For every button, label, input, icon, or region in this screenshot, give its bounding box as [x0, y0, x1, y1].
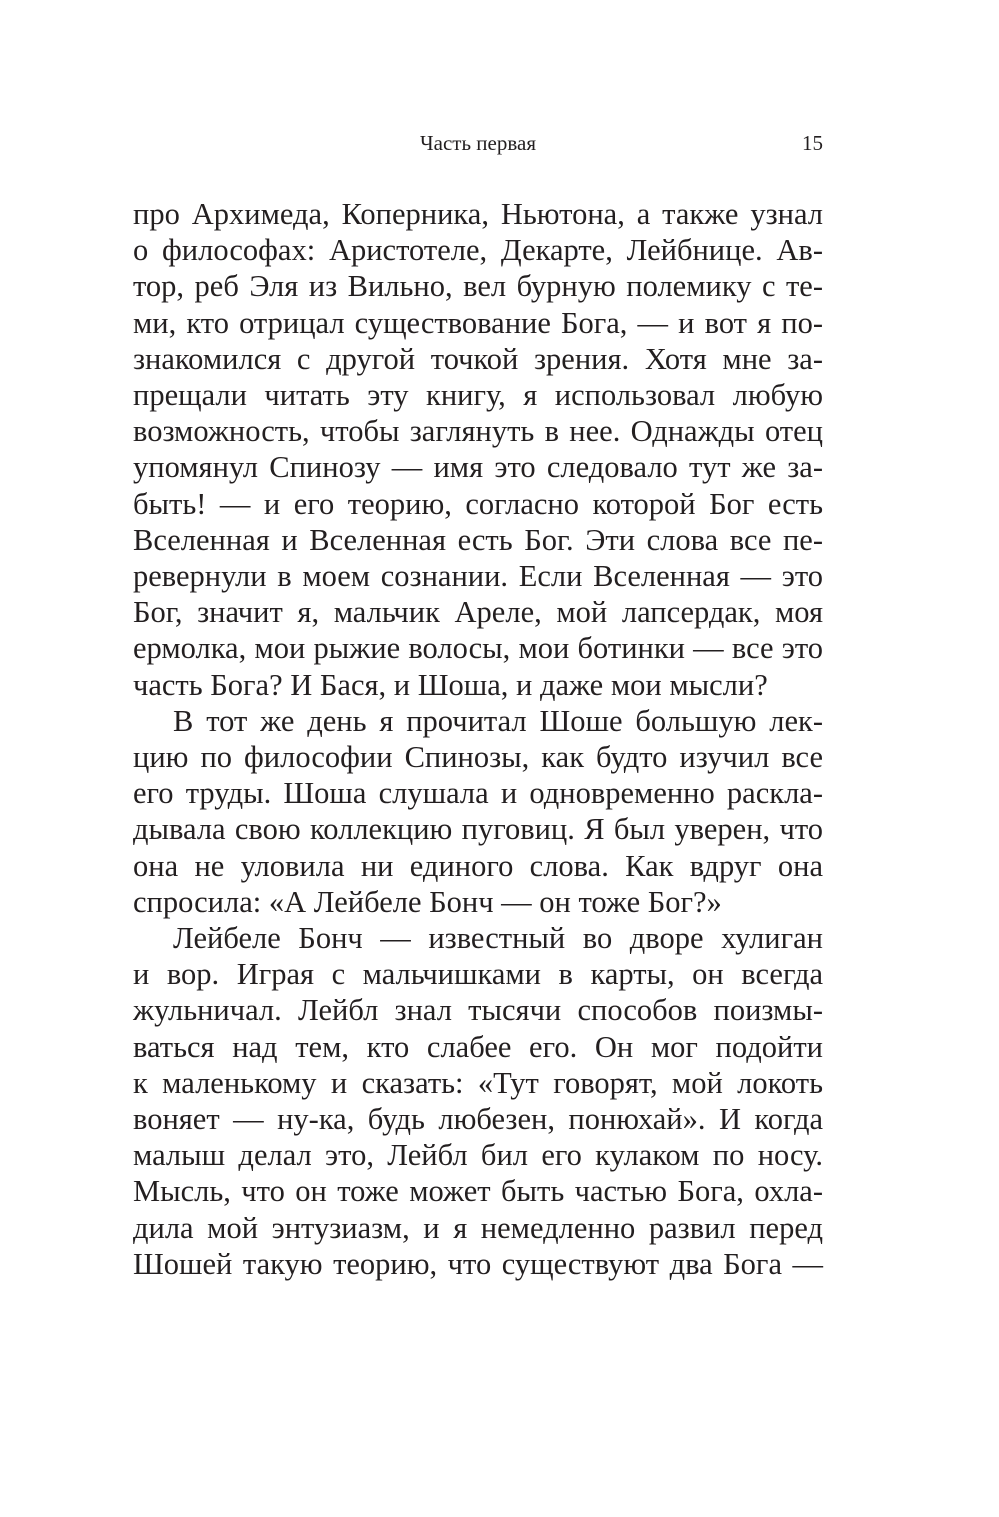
text-line: Шошей такую теорию, что существуют два Бога — [133, 1246, 823, 1281]
text-line: часть Бога? И Бася, и Шоша, и даже мои мысли? [133, 667, 768, 702]
text-line: Лейбеле Бонч — известный во дворе хулиган [173, 921, 823, 956]
paragraph [133, 196, 823, 703]
text-line: Бог, значит я, мальчик Ареле, мой лапсердак, моя [133, 595, 823, 630]
text-line: знакомился с другой точкой зрения. Хотя мне за- [133, 341, 823, 376]
text-line: дывала свою коллекцию пуговиц. Я был уверен, что [133, 812, 823, 847]
text-line: жульничал. Лейбл знал тысячи способов поизмы- [133, 993, 823, 1028]
text-line: В тот же день я прочитал Шоше большую лек- [173, 703, 823, 738]
text-line: ваться над тем, кто слабее его. Он мог подойти [133, 1029, 823, 1064]
text-line: упомянул Спинозу — имя это следовало тут же за- [133, 450, 823, 485]
text-line: ермолка, мои рыжие волосы, мои ботинки — все это [133, 631, 823, 666]
text-line: Мысль, что он тоже может быть частью Бога, охла- [133, 1174, 823, 1209]
text-line: ми, кто отрицал существование Бога, — и вот я по- [133, 305, 823, 340]
text-line: быть! — и его теорию, согласно которой Бог есть [133, 486, 823, 521]
body-text [133, 196, 823, 1282]
text-line: и вор. Играя с мальчишками в карты, он всегда [133, 957, 823, 992]
text-line: воняет — ну-ка, будь любезен, понюхай». И когда [133, 1102, 823, 1137]
paragraph [133, 703, 823, 920]
text-line: цию по философии Спинозы, как будто изучил все [133, 740, 823, 775]
text-line: к маленькому и сказать: «Тут говорят, мой локоть [133, 1065, 823, 1100]
text-line: возможность, чтобы заглянуть в нее. Однажды отец [133, 414, 823, 449]
text-line: тор, реб Эля из Вильно, вел бурную полемику с те- [133, 269, 823, 304]
text-line: ревернули в моем сознании. Если Вселенная — это [133, 559, 823, 594]
running-head [133, 128, 823, 158]
text-line: прещали читать эту книгу, я использовал любую [133, 378, 823, 413]
section-title: Часть первая [420, 131, 536, 155]
text-line: она не уловила ни единого слова. Как вдруг она [133, 848, 823, 883]
text-line: дила мой энтузиазм, и я немедленно развил перед [133, 1210, 823, 1245]
text-line: спросила: «А Лейбеле Бонч — он тоже Бог?» [133, 884, 722, 919]
text-line: Вселенная и Вселенная есть Бог. Эти слова все пе- [133, 522, 823, 557]
text-line: малыш делал это, Лейбл бил его кулаком по носу. [133, 1138, 823, 1173]
page-number: 15 [802, 131, 823, 155]
paragraph [133, 920, 823, 1282]
text-line: о философах: Аристотеле, Декарте, Лейбнице. Ав- [133, 233, 823, 268]
text-line: про Архимеда, Коперника, Ньютона, а также узнал [133, 197, 823, 231]
text-line: его труды. Шоша слушала и одновременно раскла- [133, 776, 823, 811]
